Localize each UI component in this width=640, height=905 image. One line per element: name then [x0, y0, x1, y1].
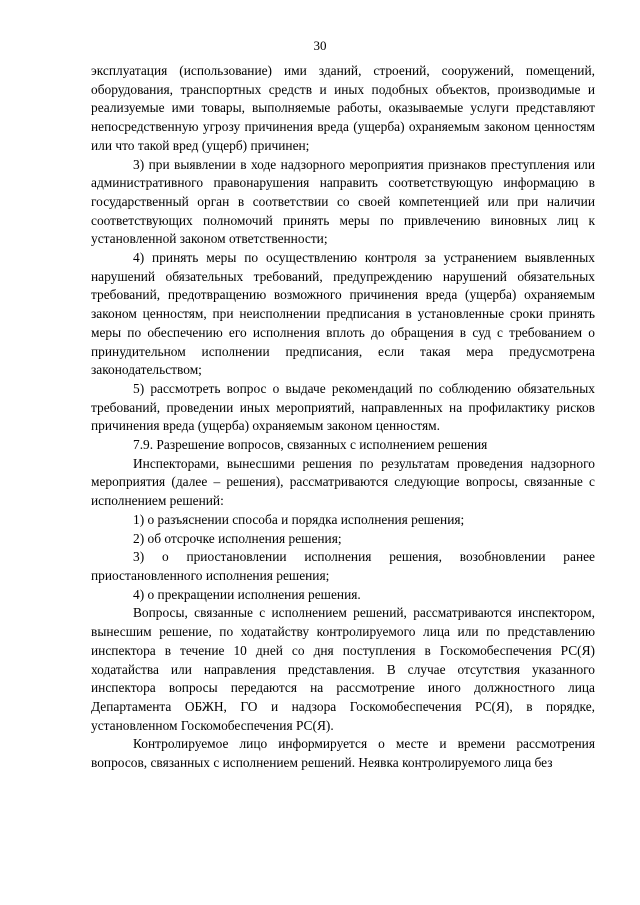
paragraph-item-3: 3) при выявлении в ходе надзорного мероприятия признаков преступления или административного правонарушения направить соответствующую информацию в государственный орган в соответствии со своей компетенцией или при наличии соответствующих полномочий принять меры по привлечению виновных лиц к установленной законом ответственности;	[91, 156, 595, 247]
document-body	[91, 62, 595, 773]
list-item-2: 2) об отсрочке исполнения решения;	[133, 530, 342, 546]
section-heading-7-9: 7.9. Разрешение вопросов, связанных с исполнением решения	[133, 437, 488, 453]
paragraph-controlled-person: Контролируемое лицо информируется о месте и времени рассмотрения вопросов, связанных с исполнением решений. Неявка контролируемого лица без	[91, 736, 595, 771]
paragraph-continuation: эксплуатация (использование) ими зданий, строений, сооружений, помещений, оборудования, транспортных средств и иных подобных объектов, производимые и реализуемые ими товары, выполняемые работы, оказываемые услуги представляют непосредственную угрозу причинения вреда (ущерба) охраняемым законом ценностям или что такой вред (ущерб) причинен;	[91, 63, 595, 153]
paragraph-item-4: 4) принять меры по осуществлению контроля за устранением выявленных нарушений обязательных требований, предупреждению нарушений обязательных требований, предотвращению возможного причинения вреда (ущерба) охраняемым законом ценностям, при неисполнении предписания в установленные сроки принять меры по обеспечению его исполнения вплоть до обращения в суд с требованием о принудительном исполнении предписания, если такая мера предусмотрена законодательством;	[91, 250, 595, 378]
list-item-4: 4) о прекращении исполнения решения.	[133, 586, 361, 602]
list-item-1: 1) о разъяснении способа и порядка исполнения решения;	[133, 511, 465, 527]
paragraph-questions: Вопросы, связанные с исполнением решений, рассматриваются инспектором, вынесшим решение, по ходатайству контролируемого лица или по представлению инспектора в течение 10 дней со дня поступления в Госкомобеспечения РС(Я) ходатайства или направления представления. В случае отсутствия указанного инспектора вопросы передаются на рассмотрение иного должностного лица Департамента ОБЖН, ГО и надзора Госкомобеспечения РС(Я), в порядке, установленном Госкомобеспечения РС(Я).	[91, 605, 595, 733]
paragraph-item-5: 5) рассмотреть вопрос о выдаче рекомендаций по соблюдению обязательных требований, проведении иных мероприятий, направленных на профилактику рисков причинения вреда (ущерба) охраняемым законом ценностям.	[91, 380, 595, 434]
page-number: 30	[313, 38, 327, 53]
list-item-3: 3) о приостановлении исполнения решения, возобновлении ранее приостановленного исполнения решения;	[91, 549, 595, 583]
paragraph-inspectors: Инспекторами, вынесшими решения по результатам проведения надзорного мероприятия (далее – решения), рассматриваются следующие вопросы, связанные с исполнением решений:	[91, 455, 595, 509]
